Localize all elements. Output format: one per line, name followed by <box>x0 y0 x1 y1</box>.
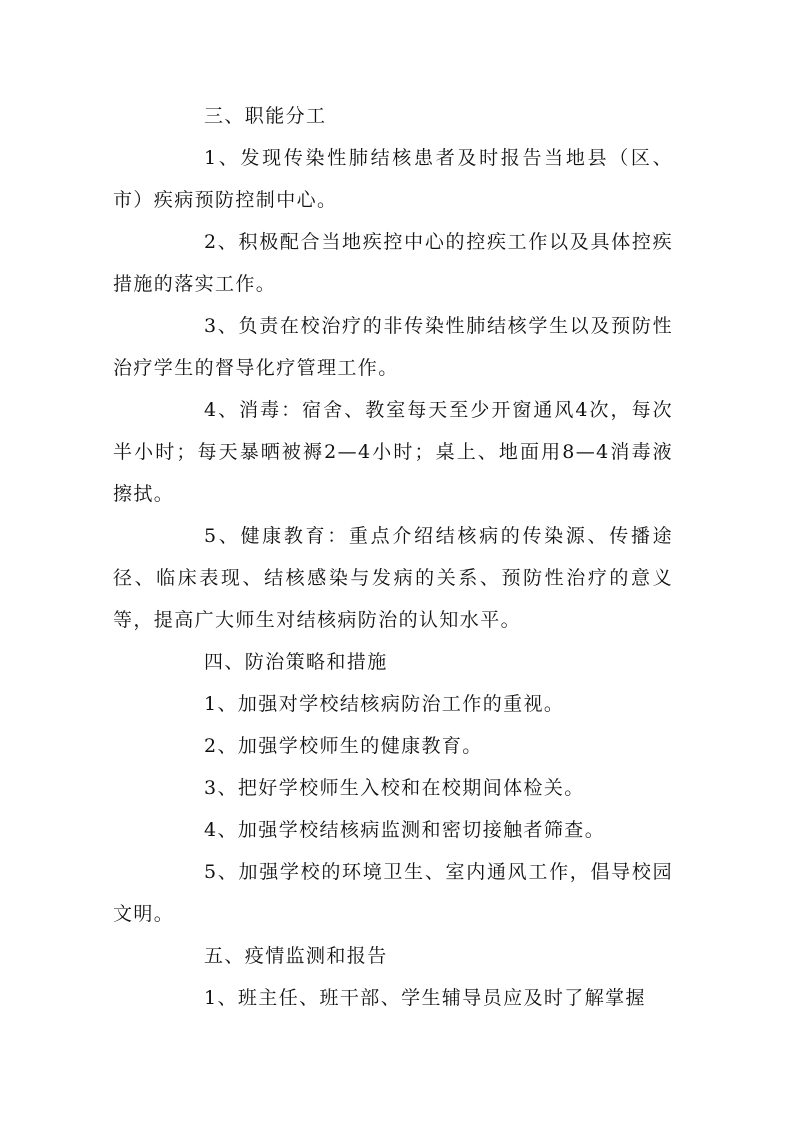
paragraph: 5、加强学校的环境卫生、室内通风工作，倡导校园文明。 <box>113 861 673 925</box>
paragraph: 3、把好学校师生入校和在校期间体检关。 <box>204 777 585 799</box>
paragraph: 3、负责在校治疗的非传染性肺结核学生以及预防性治疗学生的督导化疗管理工作。 <box>113 315 673 379</box>
paragraph: 4、消毒：宿舍、教室每天至少开窗通风4次，每次半小时；每天暴晒被褥2—4小时；桌上、地面用8—4消毒液擦拭。 <box>113 399 673 505</box>
section-heading-5: 五、疫情监测和报告 <box>204 945 388 967</box>
paragraph: 2、加强学校师生的健康教育。 <box>204 735 483 757</box>
paragraph: 5、健康教育：重点介绍结核病的传染源、传播途径、临床表现、结核感染与发病的关系、预防性治疗的意义等，提高广大师生对结核病防治的认知水平。 <box>113 525 673 631</box>
paragraph: 2、积极配合当地疾控中心的控疾工作以及具体控疾措施的落实工作。 <box>113 231 673 295</box>
paragraph: 1、加强对学校结核病防治工作的重视。 <box>204 693 565 715</box>
paragraph: 1、发现传染性肺结核患者及时报告当地县（区、市）疾病预防控制中心。 <box>113 147 673 211</box>
paragraph: 4、加强学校结核病监测和密切接触者筛查。 <box>204 819 606 841</box>
document-body <box>113 95 673 1019</box>
section-heading-3: 三、职能分工 <box>204 105 327 127</box>
section-heading-4: 四、防治策略和措施 <box>204 651 388 673</box>
paragraph: 1、班主任、班干部、学生辅导员应及时了解掌握 <box>204 987 646 1009</box>
